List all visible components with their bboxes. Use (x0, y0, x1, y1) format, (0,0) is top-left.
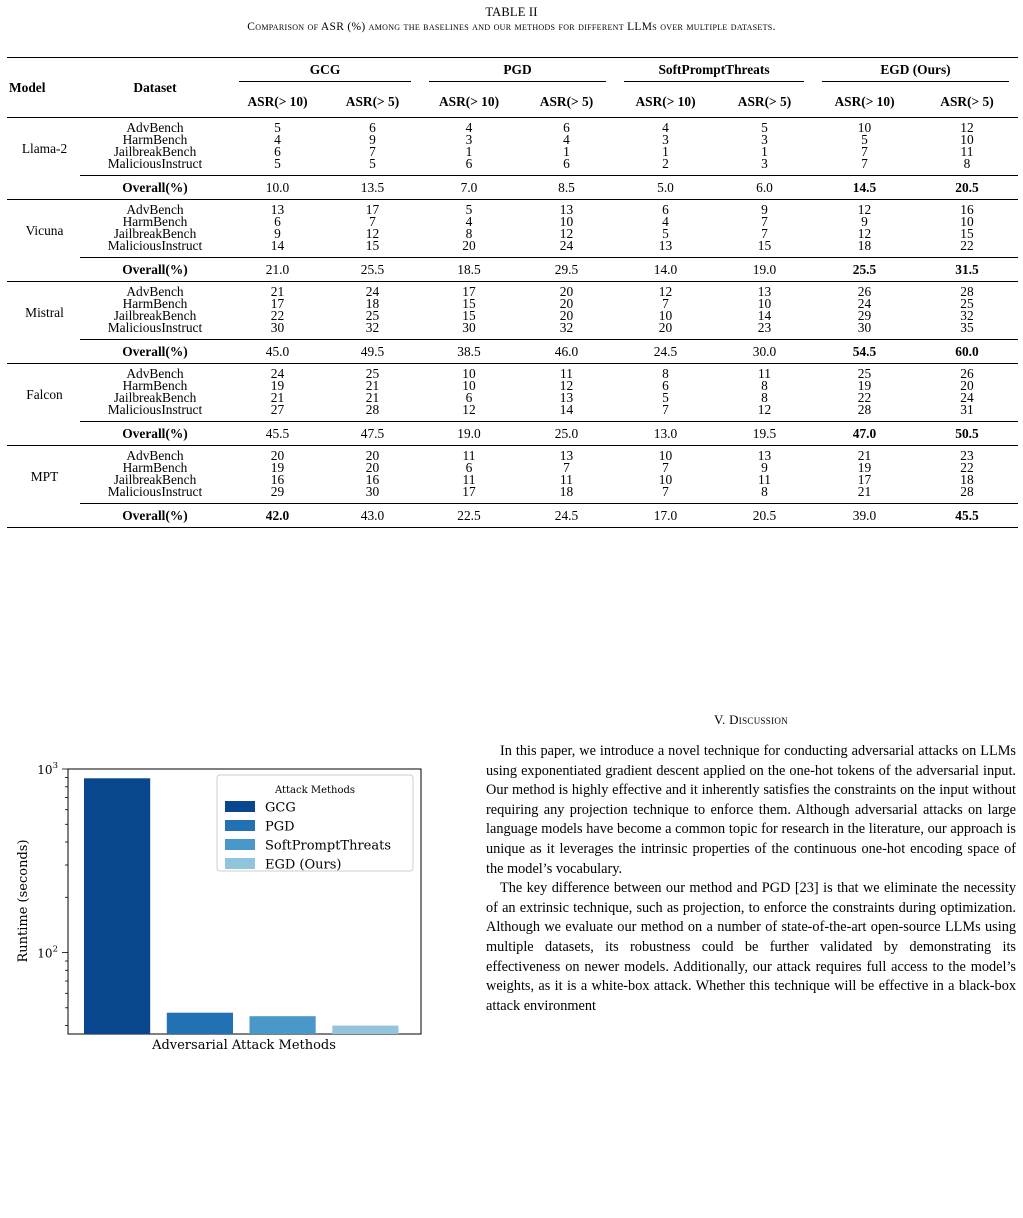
asr-value: 6 (563, 120, 570, 135)
overall-value: 43.0 (325, 504, 420, 528)
asr-value: 20 (559, 296, 574, 311)
asr-value: 19 (270, 378, 285, 393)
asr-value: 3 (465, 132, 473, 147)
asr-value: 24 (559, 238, 574, 253)
asr-value: 26 (857, 284, 872, 299)
asr-value: 10 (960, 214, 974, 229)
legend-entry: PGD (265, 819, 295, 835)
asr-value: 23 (757, 320, 772, 335)
overall-value: 46.0 (518, 340, 615, 364)
asr-value: 11 (462, 472, 476, 487)
model-name: MPT (30, 468, 59, 484)
asr-value: 7 (761, 226, 768, 241)
asr-value: 10 (462, 366, 476, 381)
asr-value: 24 (857, 296, 872, 311)
asr-value: 1 (662, 144, 669, 159)
asr-value: 8 (465, 226, 473, 241)
asr-value: 7 (662, 402, 669, 417)
asr-value: 20 (559, 308, 574, 323)
asr-value: 21 (365, 378, 380, 393)
asr-value: 7 (861, 144, 868, 159)
method-header-egd: EGD (Ours) (813, 58, 1018, 88)
asr-value: 30 (270, 320, 285, 335)
asr-value: 7 (662, 460, 669, 475)
asr-value: 11 (560, 366, 573, 381)
dataset-name: AdvBench (126, 448, 184, 463)
metric-header: ASR(> 5) (325, 87, 420, 118)
asr-value: 9 (369, 132, 376, 147)
asr-value: 17 (857, 472, 872, 487)
metric-header: ASR(> 5) (716, 87, 813, 118)
dataset-name: MaliciousInstruct (107, 320, 203, 335)
overall-value: 30.0 (716, 340, 813, 364)
asr-value: 18 (857, 238, 872, 253)
asr-value: 7 (761, 214, 768, 229)
asr-value: 29 (857, 308, 872, 323)
asr-value: 4 (662, 120, 669, 135)
asr-value: 9 (761, 202, 768, 217)
asr-value: 22 (960, 238, 974, 253)
asr-value: 11 (560, 472, 573, 487)
table-caption-label: TABLE II (485, 5, 538, 19)
overall-value: 18.5 (420, 258, 518, 282)
asr-value: 9 (761, 460, 768, 475)
asr-value: 19 (857, 378, 872, 393)
asr-value: 30 (462, 320, 476, 335)
asr-value: 14 (270, 238, 285, 253)
asr-value: 20 (559, 284, 574, 299)
asr-value: 3 (662, 132, 669, 147)
asr-value: 7 (662, 296, 669, 311)
asr-value: 17 (462, 284, 476, 299)
asr-value: 28 (857, 402, 872, 417)
overall-value: 54.5 (813, 340, 916, 364)
overall-value: 19.0 (716, 258, 813, 282)
asr-value: 25 (960, 296, 974, 311)
overall-label: Overall(%) (80, 504, 230, 528)
dataset-name: HarmBench (122, 378, 188, 393)
overall-value: 19.0 (420, 422, 518, 446)
discussion-paragraph-1: In this paper, we introduce a novel technique for conducting adversarial attacks on LLMs using exponentiated gradient descent applied on the one-hot tokens of the adversarial input. Our method is highly effective and it inherently satisfies the constraints on the input without requiring any projection technique to enforce them. Although adversarial attacks on large language models have become a common topic for research in the literature, our approach is unique as it leverages the intrinsic properties of the continuous one-hot encoding space of the model’s vocabulary. (486, 743, 1016, 877)
asr-value: 32 (365, 320, 380, 335)
asr-value: 10 (757, 296, 772, 311)
asr-value: 5 (861, 132, 868, 147)
overall-value: 42.0 (230, 504, 325, 528)
asr-value: 13 (559, 202, 574, 217)
metric-header: ASR(> 5) (518, 87, 615, 118)
y-tick-label: $10^3$ (37, 761, 58, 777)
asr-value: 26 (960, 366, 974, 381)
asr-value: 14 (757, 308, 772, 323)
overall-value: 49.5 (325, 340, 420, 364)
legend-swatch (225, 839, 255, 850)
asr-value: 8 (761, 484, 768, 499)
asr-value: 27 (270, 402, 285, 417)
asr-value: 11 (960, 144, 974, 159)
asr-value: 6 (465, 156, 473, 171)
asr-value: 32 (559, 320, 574, 335)
asr-value: 15 (462, 308, 476, 323)
model-name: Vicuna (25, 222, 64, 238)
asr-value: 22 (857, 390, 872, 405)
dataset-name: JailbreakBench (113, 226, 197, 241)
asr-value: 10 (857, 120, 872, 135)
dataset-name: HarmBench (122, 214, 188, 229)
asr-value: 6 (465, 460, 473, 475)
legend-swatch (225, 858, 255, 869)
discussion-section (486, 712, 1016, 1218)
overall-value: 6.0 (716, 176, 813, 200)
overall-value: 38.5 (420, 340, 518, 364)
asr-value: 18 (960, 472, 974, 487)
asr-value: 14 (559, 402, 574, 417)
asr-value: 25 (365, 366, 380, 381)
asr-value: 11 (758, 472, 771, 487)
asr-value: 5 (274, 156, 281, 171)
asr-value: 3 (761, 156, 768, 171)
legend-swatch (225, 820, 255, 831)
asr-value: 3 (761, 132, 768, 147)
bar-softpromptthreats (250, 1016, 316, 1034)
asr-value: 12 (857, 226, 872, 241)
dataset-name: MaliciousInstruct (107, 238, 203, 253)
asr-value: 5 (369, 156, 376, 171)
overall-spacer (7, 258, 80, 282)
x-axis-label: Adversarial Attack Methods (152, 1038, 336, 1053)
overall-value: 45.5 (230, 422, 325, 446)
asr-value: 6 (662, 202, 669, 217)
asr-value: 5 (465, 202, 473, 217)
asr-value: 8 (761, 390, 768, 405)
asr-value: 10 (960, 132, 974, 147)
asr-value: 19 (857, 460, 872, 475)
asr-value: 10 (658, 472, 673, 487)
asr-value: 12 (462, 402, 476, 417)
asr-value: 12 (559, 226, 574, 241)
overall-value: 60.0 (916, 340, 1018, 364)
table-row (7, 322, 1018, 340)
asr-value: 5 (274, 120, 281, 135)
asr-value: 32 (960, 308, 974, 323)
asr-value: 1 (761, 144, 768, 159)
overall-value: 10.0 (230, 176, 325, 200)
asr-table (7, 57, 1018, 528)
overall-value: 13.5 (325, 176, 420, 200)
asr-value: 12 (857, 202, 872, 217)
asr-value: 6 (369, 120, 376, 135)
asr-value: 21 (857, 448, 872, 463)
asr-value: 29 (270, 484, 285, 499)
metric-header: ASR(> 10) (615, 87, 716, 118)
dataset-name: AdvBench (126, 202, 184, 217)
asr-value: 9 (274, 226, 281, 241)
asr-value: 4 (274, 132, 281, 147)
asr-value: 6 (465, 390, 473, 405)
asr-value: 13 (559, 448, 574, 463)
overall-row (7, 422, 1018, 446)
overall-spacer (7, 504, 80, 528)
overall-label: Overall(%) (80, 340, 230, 364)
asr-value: 13 (270, 202, 285, 217)
dataset-name: HarmBench (122, 296, 188, 311)
asr-value: 16 (365, 472, 380, 487)
overall-label: Overall(%) (80, 422, 230, 446)
asr-value: 20 (365, 460, 380, 475)
dataset-name: AdvBench (126, 284, 184, 299)
asr-value: 20 (270, 448, 285, 463)
table-caption-text: Comparison of ASR (%) among the baselines and our methods for different LLMs over multiple datasets. (247, 21, 776, 33)
asr-value: 13 (757, 284, 772, 299)
y-axis-label: Runtime (seconds) (16, 839, 31, 963)
asr-value: 12 (757, 402, 772, 417)
asr-value: 15 (960, 226, 974, 241)
asr-value: 23 (960, 448, 974, 463)
legend-entry: GCG (265, 800, 296, 816)
asr-value: 7 (369, 214, 376, 229)
asr-value: 8 (761, 378, 768, 393)
overall-value: 14.0 (615, 258, 716, 282)
method-header-pgd: PGD (420, 58, 615, 88)
asr-value: 2 (662, 156, 669, 171)
asr-value: 6 (563, 156, 570, 171)
overall-value: 31.5 (916, 258, 1018, 282)
overall-value: 22.5 (420, 504, 518, 528)
asr-value: 12 (960, 120, 974, 135)
asr-value: 4 (662, 214, 669, 229)
y-tick-label: $10^2$ (37, 944, 58, 961)
asr-value: 28 (960, 284, 974, 299)
overall-value: 13.0 (615, 422, 716, 446)
dataset-name: HarmBench (122, 132, 188, 147)
overall-value: 39.0 (813, 504, 916, 528)
asr-value: 16 (270, 472, 285, 487)
overall-value: 50.5 (916, 422, 1018, 446)
legend-swatch (225, 801, 255, 812)
overall-row (7, 176, 1018, 200)
overall-value: 25.0 (518, 422, 615, 446)
dataset-name: AdvBench (126, 366, 184, 381)
asr-value: 21 (270, 284, 285, 299)
asr-value: 7 (369, 144, 376, 159)
asr-value: 8 (662, 366, 669, 381)
asr-value: 15 (365, 238, 380, 253)
asr-value: 25 (857, 366, 872, 381)
asr-value: 30 (365, 484, 380, 499)
metric-header: ASR(> 10) (230, 87, 325, 118)
overall-value: 24.5 (615, 340, 716, 364)
overall-value: 47.0 (813, 422, 916, 446)
asr-value: 13 (658, 238, 673, 253)
metric-header: ASR(> 10) (813, 87, 916, 118)
bar-pgd (167, 1013, 233, 1034)
asr-value: 6 (274, 144, 281, 159)
asr-value: 31 (960, 402, 974, 417)
asr-value: 12 (365, 226, 380, 241)
overall-value: 25.5 (813, 258, 916, 282)
overall-value: 45.5 (916, 504, 1018, 528)
table-row (7, 404, 1018, 422)
asr-value: 11 (462, 448, 476, 463)
asr-value: 13 (559, 390, 574, 405)
asr-value: 24 (365, 284, 380, 299)
overall-value: 17.0 (615, 504, 716, 528)
asr-value: 1 (563, 144, 570, 159)
overall-value: 21.0 (230, 258, 325, 282)
overall-value: 5.0 (615, 176, 716, 200)
asr-value: 13 (757, 448, 772, 463)
asr-value: 4 (465, 214, 473, 229)
dataset-name: AdvBench (126, 120, 184, 135)
asr-value: 21 (857, 484, 872, 499)
asr-value: 24 (960, 390, 974, 405)
asr-value: 5 (761, 120, 768, 135)
overall-value: 20.5 (916, 176, 1018, 200)
overall-value: 8.5 (518, 176, 615, 200)
asr-value: 20 (658, 320, 673, 335)
asr-value: 5 (662, 390, 669, 405)
asr-value: 6 (662, 378, 669, 393)
asr-value: 4 (563, 132, 570, 147)
table-row (7, 158, 1018, 176)
chart-legend (217, 775, 413, 873)
bar-egd-ours (332, 1026, 398, 1034)
overall-label: Overall(%) (80, 176, 230, 200)
metric-header: ASR(> 10) (420, 87, 518, 118)
overall-row (7, 340, 1018, 364)
asr-value: 18 (365, 296, 380, 311)
asr-value: 18 (559, 484, 574, 499)
dataset-name: JailbreakBench (113, 390, 197, 405)
asr-value: 21 (270, 390, 285, 405)
method-header-softpromptthreats: SoftPromptThreats (615, 58, 813, 88)
asr-value: 10 (658, 448, 673, 463)
dataset-name: JailbreakBench (113, 144, 197, 159)
asr-value: 20 (365, 448, 380, 463)
table-row (7, 486, 1018, 504)
overall-value: 20.5 (716, 504, 813, 528)
dataset-name: HarmBench (122, 460, 188, 475)
metric-header: ASR(> 5) (916, 87, 1018, 118)
model-name: Falcon (26, 386, 63, 402)
dataset-name: MaliciousInstruct (107, 156, 203, 171)
overall-row (7, 258, 1018, 282)
asr-value: 5 (662, 226, 669, 241)
method-header-gcg: GCG (230, 58, 420, 88)
asr-value: 9 (861, 214, 868, 229)
asr-value: 19 (270, 460, 285, 475)
dataset-name: JailbreakBench (113, 308, 197, 323)
asr-value: 12 (559, 378, 574, 393)
overall-spacer (7, 176, 80, 200)
asr-value: 20 (462, 238, 476, 253)
asr-value: 7 (563, 460, 570, 475)
discussion-paragraph-2: The key difference between our method and PGD [23] is that we eliminate the necessity of an extrinsic technique, such as projection, to enforce the constraints during optimization. Although we evaluate our method on a number of state-of-the-art open-source LLMs using multiple datasets, its robustness could be further validated by demonstrating its effectiveness on newer models. Additionally, our attack requires full access to the model’s weights, as it is a white-box attack. Whether this technique will be effective in a black-box attack environment (486, 880, 1016, 1014)
asr-value: 10 (462, 378, 476, 393)
dataset-name: MaliciousInstruct (107, 484, 203, 499)
asr-value: 21 (365, 390, 380, 405)
asr-value: 28 (365, 402, 380, 417)
asr-value: 6 (274, 214, 281, 229)
legend-entry: SoftPromptThreats (265, 838, 392, 854)
legend-entry: EGD (Ours) (265, 857, 342, 873)
table-row (7, 240, 1018, 258)
dataset-name: JailbreakBench (113, 472, 197, 487)
overall-value: 45.0 (230, 340, 325, 364)
asr-value: 12 (658, 284, 673, 299)
asr-value: 35 (960, 320, 974, 335)
model-name: Mistral (25, 304, 64, 320)
asr-value: 22 (960, 460, 974, 475)
asr-value: 7 (861, 156, 868, 171)
col-header-model: Model (7, 58, 80, 118)
overall-value: 47.5 (325, 422, 420, 446)
overall-spacer (7, 340, 80, 364)
asr-value: 22 (270, 308, 285, 323)
overall-label: Overall(%) (80, 258, 230, 282)
bar-gcg (84, 778, 150, 1034)
asr-value: 30 (857, 320, 872, 335)
asr-value: 10 (658, 308, 673, 323)
overall-value: 24.5 (518, 504, 615, 528)
asr-value: 17 (270, 296, 285, 311)
asr-value: 1 (465, 144, 473, 159)
asr-value: 10 (559, 214, 574, 229)
asr-value: 16 (960, 202, 974, 217)
overall-value: 19.5 (716, 422, 813, 446)
asr-value: 15 (462, 296, 476, 311)
model-name: Llama-2 (21, 140, 68, 156)
asr-value: 8 (963, 156, 971, 171)
asr-value: 17 (365, 202, 380, 217)
asr-value: 28 (960, 484, 974, 499)
legend-title: Attack Methods (274, 785, 356, 796)
asr-value: 15 (757, 238, 772, 253)
asr-value: 17 (462, 484, 476, 499)
asr-value: 7 (662, 484, 669, 499)
asr-value: 11 (758, 366, 771, 381)
dataset-name: MaliciousInstruct (107, 402, 203, 417)
overall-spacer (7, 422, 80, 446)
section-title: V. Discussion (713, 712, 788, 727)
overall-value: 7.0 (420, 176, 518, 200)
col-header-dataset: Dataset (80, 58, 230, 118)
asr-value: 4 (465, 120, 473, 135)
overall-row (7, 504, 1018, 528)
overall-value: 14.5 (813, 176, 916, 200)
asr-value: 24 (270, 366, 285, 381)
overall-value: 25.5 (325, 258, 420, 282)
overall-value: 29.5 (518, 258, 615, 282)
runtime-bar-chart (0, 755, 486, 1055)
asr-value: 20 (960, 378, 974, 393)
asr-value: 25 (365, 308, 380, 323)
